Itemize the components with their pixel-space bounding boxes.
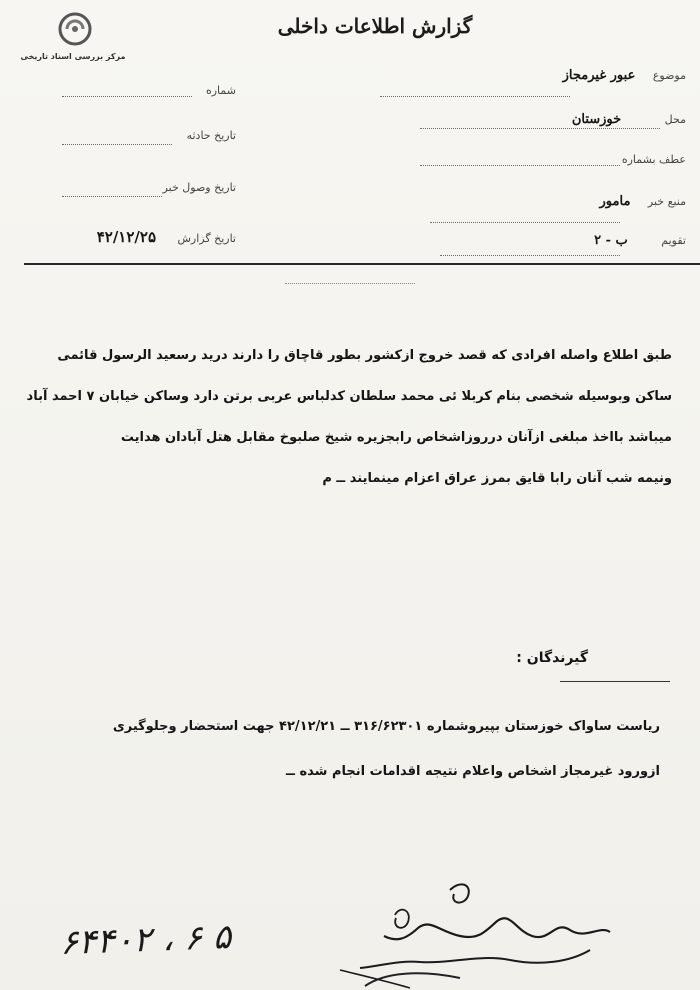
field-rating [594, 233, 686, 248]
field-received-date-line [62, 196, 162, 197]
body-line: میباشد بااخذ مبلغی ازآنان درروزاشخاص رابجزیره شیخ صلبوخ مقابل هتل آبادان هدایت [120, 430, 672, 445]
field-incident-date-line [62, 144, 172, 145]
field-report-date [26, 228, 236, 246]
ink-mark [360, 968, 470, 990]
handwritten-file-number: ۶۴۴۰۲ ، ۶ ۵ [59, 917, 232, 963]
field-number-label: شماره [205, 84, 236, 97]
field-subject-line [380, 96, 570, 97]
field-rating-value: ب - ۲ [594, 233, 628, 248]
field-incident-date-label: تاریخ حادثه [186, 129, 236, 142]
field-reference-label: عطف بشماره [621, 153, 686, 166]
field-received-date-label: تاریخ وصول خبر [162, 181, 236, 194]
field-source [600, 194, 686, 209]
field-location [572, 112, 686, 127]
recipient-line: ازورود غیرمجاز اشخاص واعلام نتیجه اقدامات انجام شده ــ [286, 764, 660, 779]
field-received-date [60, 180, 236, 195]
document-title: گزارش اطلاعات داخلی [277, 14, 473, 38]
field-reference-line [420, 165, 620, 166]
field-subject-label: موضوع [652, 69, 686, 82]
field-source-value: مامور [599, 194, 631, 209]
recipients-body [20, 704, 660, 794]
logo-text: مرکز بررسی اسناد تاریخی [20, 52, 126, 61]
recipient-line: ریاست ساواک خوزستان بپیروشماره ۳۱۶/۶۲۳۰۱ ــ ۴۲/۱۲/۲۱ جهت استحضار وجلوگیری [112, 719, 660, 734]
field-source-label: منبع خبر [647, 195, 686, 208]
field-subject [563, 68, 686, 83]
field-subject-value: عبور غیرمجاز [562, 68, 636, 83]
body-line: طبق اطلاع واصله افرادی که قصد خروج ازکشور بطور قاچاق را دارند درید رسعید الرسول قائمی [57, 348, 672, 363]
field-location-line [420, 128, 660, 129]
field-location-label: محل [664, 113, 686, 126]
recipients-heading: گیرندگان : [516, 650, 588, 666]
archive-logo [18, 10, 128, 70]
field-number-line [62, 96, 192, 97]
body-line: ساکن وبوسیله شخصی بنام کربلا ئی محمد سلطان کدلباس عربی برتن دارد وساکن خیابان ۷ احمد آباد [26, 389, 672, 404]
archive-seal-icon [58, 12, 92, 46]
recipients-underline [560, 681, 670, 682]
header-subdivider [285, 283, 415, 284]
header-divider [24, 263, 700, 265]
field-incident-date [60, 128, 236, 143]
field-rating-line [440, 255, 620, 256]
field-location-value: خوزستان [571, 112, 622, 127]
field-rating-label: تقویم [661, 234, 686, 247]
body-line: ونیمه شب آنان رابا قایق بمرز عراق اعزام مینمایند ــ م [322, 471, 672, 486]
report-body [22, 335, 672, 499]
field-report-date-label: تاریخ گزارش [177, 232, 236, 245]
field-source-line [430, 222, 620, 223]
field-report-date-value: ۴۲/۱۲/۲۵ [96, 228, 156, 246]
